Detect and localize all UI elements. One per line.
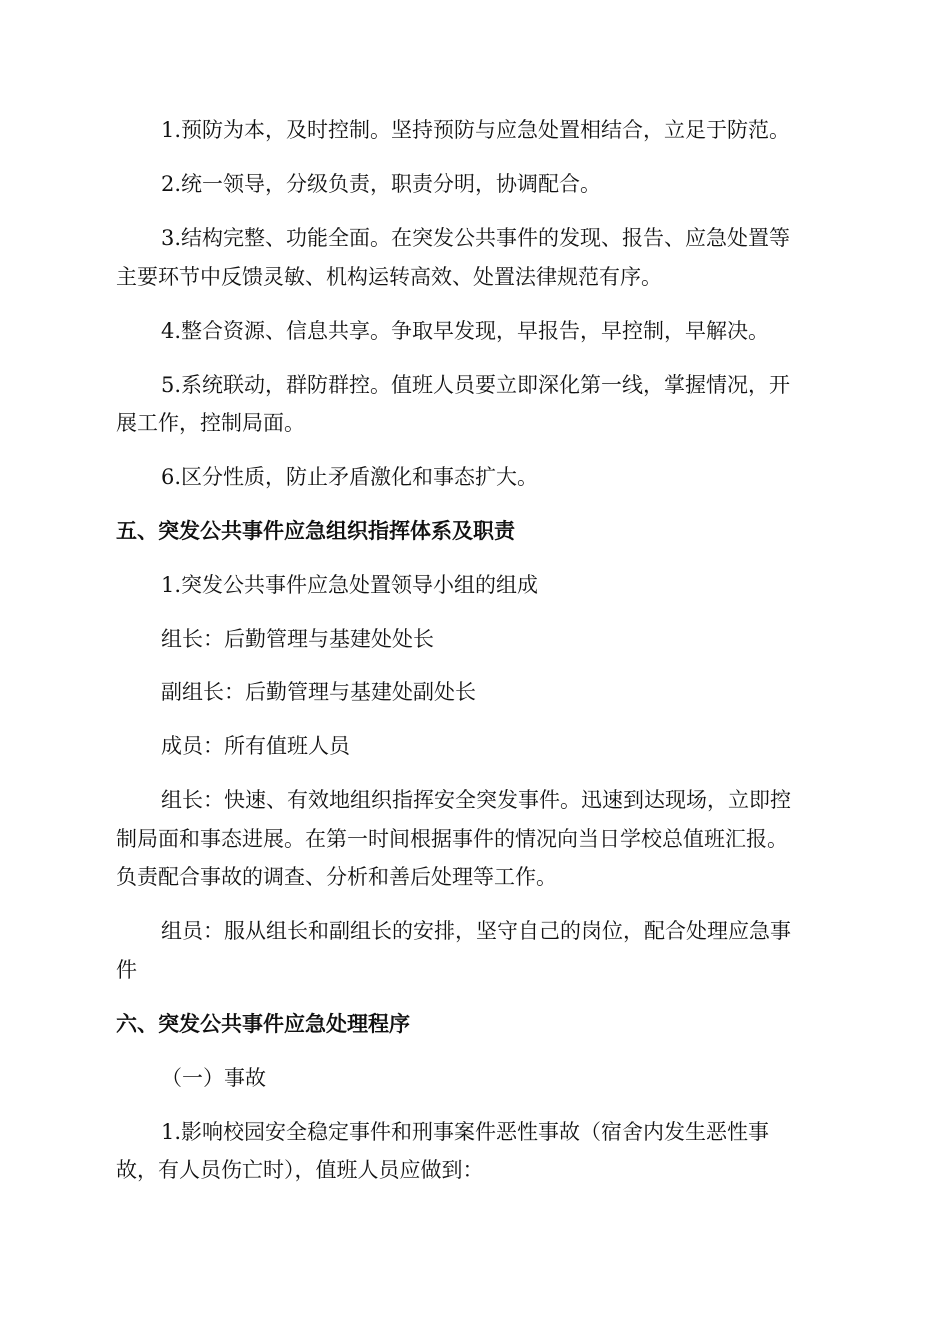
section-5-heading: 五、突发公共事件应急组织指挥体系及职责	[116, 519, 515, 543]
principle-5-line-2: 展工作，控制局面。	[116, 411, 305, 435]
section-6-subheading-1: （一）事故	[161, 1066, 266, 1090]
leader-duty-line-1: 组长：快速、有效地组织指挥安全突发事件。迅速到达现场，立即控	[161, 788, 791, 812]
section-5-item-1: 1.突发公共事件应急处置领导小组的组成	[161, 573, 539, 597]
leader-duty-line-2: 制局面和事态进展。在第一时间根据事件的情况向当日学校总值班汇报。	[116, 827, 788, 851]
section-6-item-1-line-2: 故，有人员伤亡时），值班人员应做到：	[116, 1158, 484, 1182]
section-6-item-1-line-1: 1.影响校园安全稳定事件和刑事案件恶性事故（宿舍内发生恶性事	[161, 1120, 770, 1144]
principle-4: 4.整合资源、信息共享。争取早发现，早报告，早控制，早解决。	[161, 319, 770, 343]
principle-1: 1.预防为本，及时控制。坚持预防与应急处置相结合，立足于防范。	[161, 118, 791, 142]
deputy-leader-line: 副组长：后勤管理与基建处副处长	[161, 680, 476, 704]
member-duty-line-2: 件	[116, 958, 137, 982]
section-6-heading: 六、突发公共事件应急处理程序	[116, 1012, 410, 1036]
principle-3-line-1: 3.结构完整、功能全面。在突发公共事件的发现、报告、应急处置等	[161, 226, 791, 250]
principle-6: 6.区分性质，防止矛盾激化和事态扩大。	[161, 465, 539, 489]
member-duty-line-1: 组员：服从组长和副组长的安排，坚守自己的岗位，配合处理应急事	[161, 919, 791, 943]
principle-5-line-1: 5.系统联动，群防群控。值班人员要立即深化第一线，掌握情况，开	[161, 373, 791, 397]
principle-2: 2.统一领导，分级负责，职责分明，协调配合。	[161, 172, 602, 196]
leader-line: 组长：后勤管理与基建处处长	[161, 627, 434, 651]
principle-3-line-2: 主要环节中反馈灵敏、机构运转高效、处置法律规范有序。	[116, 265, 662, 289]
leader-duty-line-3: 负责配合事故的调查、分析和善后处理等工作。	[116, 865, 557, 889]
members-line: 成员：所有值班人员	[161, 734, 350, 758]
